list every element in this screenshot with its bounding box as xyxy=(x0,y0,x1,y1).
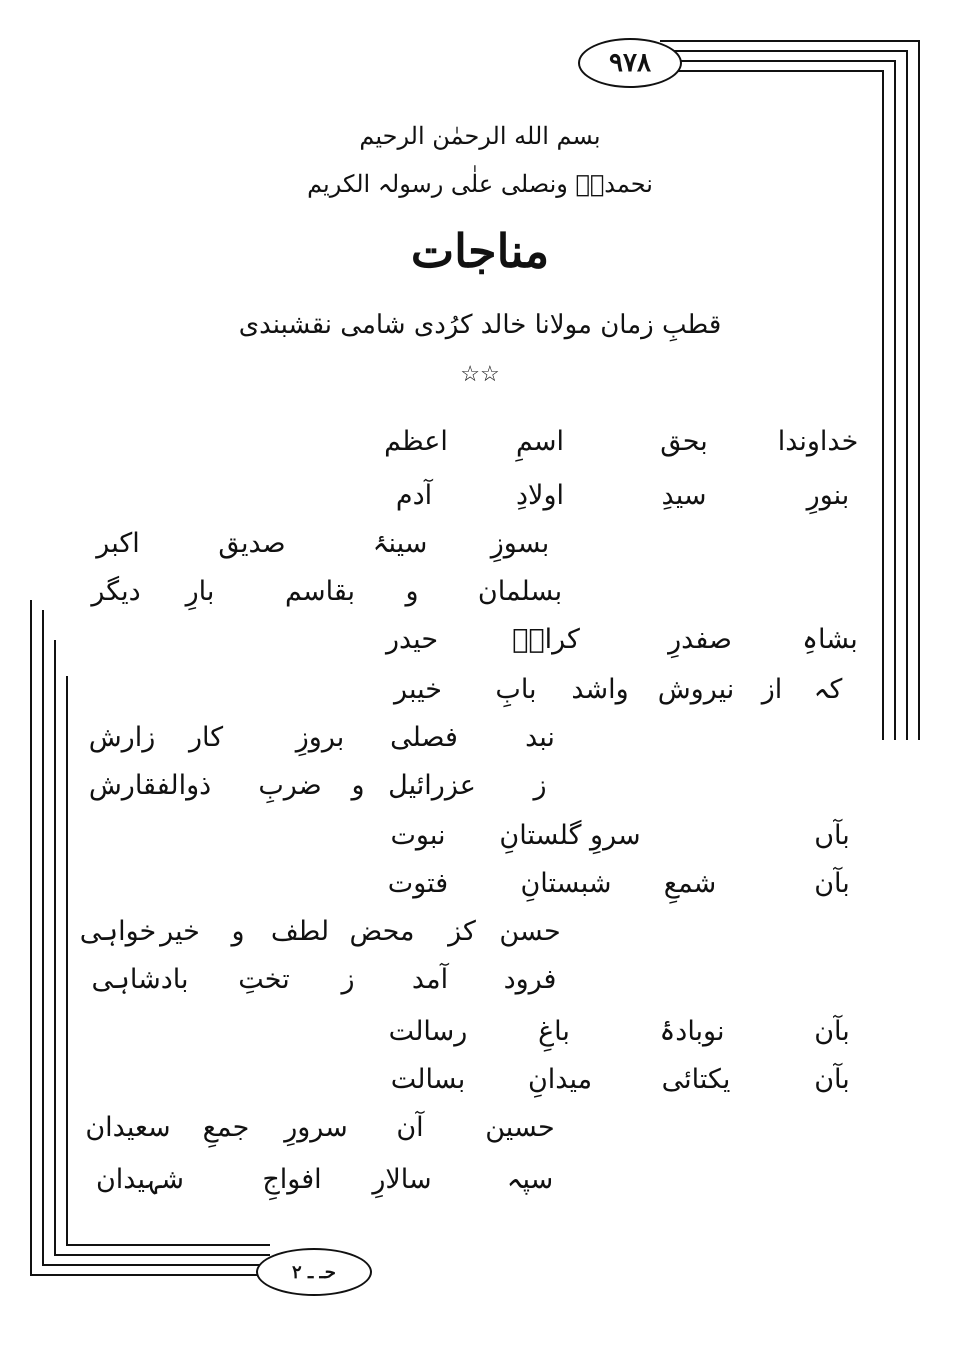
verse-word: بآن xyxy=(814,1064,850,1095)
verse-word: اولادِ xyxy=(516,480,564,511)
frame-bottom-line-3 xyxy=(54,1254,270,1256)
verse-word: بآن xyxy=(814,1016,850,1047)
verse-word: بشاہِ xyxy=(802,624,858,655)
verse-word: خیبر xyxy=(394,674,442,705)
frame-left-line-4 xyxy=(66,676,68,1246)
bismillah: بسم الله الرحمٰن الرحیم xyxy=(359,122,601,150)
verse-word: واشد xyxy=(571,674,629,705)
verse-word: فرود xyxy=(503,964,557,995)
verse-word: اعظم xyxy=(384,426,448,457)
frame-top-line-2 xyxy=(660,50,908,52)
verse-word: بسالت xyxy=(390,1064,466,1095)
page-title: مناجات xyxy=(410,224,550,278)
verse-word: بسلمان xyxy=(477,576,563,607)
verse-word: کز xyxy=(448,916,476,947)
verse-word: ز xyxy=(341,964,355,995)
verse-word: محض xyxy=(349,916,415,947)
frame-right-line-2 xyxy=(906,50,908,740)
verse-word: بادشاہی xyxy=(91,964,189,995)
verse-word: ذوالفقارش xyxy=(88,770,212,801)
frame-bottom-line-1 xyxy=(30,1274,270,1276)
verse-word: صفدرِ xyxy=(668,624,732,655)
footer-mark-badge xyxy=(256,1248,372,1296)
frame-top-line-4 xyxy=(660,70,884,72)
verse-word: بآن xyxy=(814,868,850,899)
verse-word: حیدر xyxy=(385,624,439,655)
verse-word: یکتائی xyxy=(661,1064,731,1095)
frame-top-line-1 xyxy=(660,40,920,42)
verse-word: سینۂ xyxy=(372,528,428,559)
verse-word: بروزِ xyxy=(295,722,345,753)
verse-word: بارِ xyxy=(185,576,215,607)
verse-word: از xyxy=(761,674,783,705)
verse-word: تختِ xyxy=(238,964,290,995)
verse-word: بنورِ xyxy=(806,480,850,511)
verse-word: بحق xyxy=(660,426,708,457)
verse-word: خداوندا xyxy=(777,426,859,457)
verse-word: سیدِ xyxy=(661,480,707,511)
verse-word: و xyxy=(351,770,365,801)
verse-word: دیگر xyxy=(91,576,141,607)
verse-word: شہیدان xyxy=(95,1164,185,1195)
page-number-badge xyxy=(578,38,682,88)
verse-word: خواہی xyxy=(79,916,157,947)
verse-word: نوبادۂ xyxy=(659,1016,725,1047)
verse-word: میدانِ xyxy=(527,1064,593,1095)
verse-word: سالارِ xyxy=(372,1164,432,1195)
verse-word: خیر xyxy=(160,916,200,947)
verse-word: حسین xyxy=(485,1112,555,1143)
verse-word: عزرائیل xyxy=(388,770,476,801)
frame-left-line-1 xyxy=(30,600,32,1276)
verse-word: فتوت xyxy=(387,868,449,899)
verse-word: حسن xyxy=(499,916,561,947)
verse-word: رسالت xyxy=(388,1016,468,1047)
frame-left-line-2 xyxy=(42,610,44,1266)
verse-word: شمعِ xyxy=(663,868,717,899)
verse-word: کہ xyxy=(813,674,843,705)
verse-word: افواجِ xyxy=(262,1164,322,1195)
verse-word: نیروش xyxy=(657,674,735,705)
verse-word: بآں xyxy=(814,820,850,851)
verse-word: و xyxy=(231,916,245,947)
frame-right-line-3 xyxy=(894,60,896,740)
verse-word: و xyxy=(405,576,419,607)
verse-word: سرورِ xyxy=(284,1112,348,1143)
verse-word: آمد xyxy=(411,964,449,995)
verse-word: نبد xyxy=(525,722,555,753)
verse-word: آدم xyxy=(395,480,433,511)
verse-word: بسوزِ xyxy=(490,528,550,559)
verse-word: نبوت xyxy=(390,820,446,851)
verse-word: لطف xyxy=(270,916,330,947)
frame-left-line-3 xyxy=(54,640,56,1256)
verse-word: سروِ گلستانِ xyxy=(499,820,641,851)
footer-mark: حـ ـ ٢ xyxy=(292,1261,336,1283)
verse-word: سپہ xyxy=(506,1164,554,1195)
salutation: نحمدہٗ ونصلی علٰی رسولہ الکریم xyxy=(307,170,653,198)
verse-word: سعیدان xyxy=(85,1112,171,1143)
verse-word: اسمِ xyxy=(515,426,565,457)
frame-bottom-line-2 xyxy=(42,1264,270,1266)
verse-word: کار xyxy=(188,722,224,753)
verse-word: بابِ xyxy=(495,674,537,705)
verse-word: اکبر xyxy=(96,528,140,559)
verse-word: آن xyxy=(396,1112,424,1143)
verse-word: شبستانِ xyxy=(520,868,612,899)
verse-word: کرارؓ xyxy=(512,624,580,655)
verse-word: باغِ xyxy=(538,1016,570,1047)
verse-word: صدیق xyxy=(218,528,286,559)
verse-word: ز xyxy=(533,770,547,801)
frame-top-line-3 xyxy=(660,60,896,62)
verse-word: ضربِ xyxy=(258,770,322,801)
verse-word: بقاسم xyxy=(285,576,355,607)
star-divider: ☆☆ xyxy=(460,362,500,387)
author-line: قطبِ زمان مولانا خالد کرُدی شامی نقشبندی xyxy=(238,310,722,340)
frame-bottom-line-4 xyxy=(66,1244,270,1246)
verse-word: زارش xyxy=(88,722,156,753)
verse-word: فصلی xyxy=(390,722,458,753)
page-number: ٩٧٨ xyxy=(609,48,651,78)
verse-word: جمعِ xyxy=(202,1112,250,1143)
